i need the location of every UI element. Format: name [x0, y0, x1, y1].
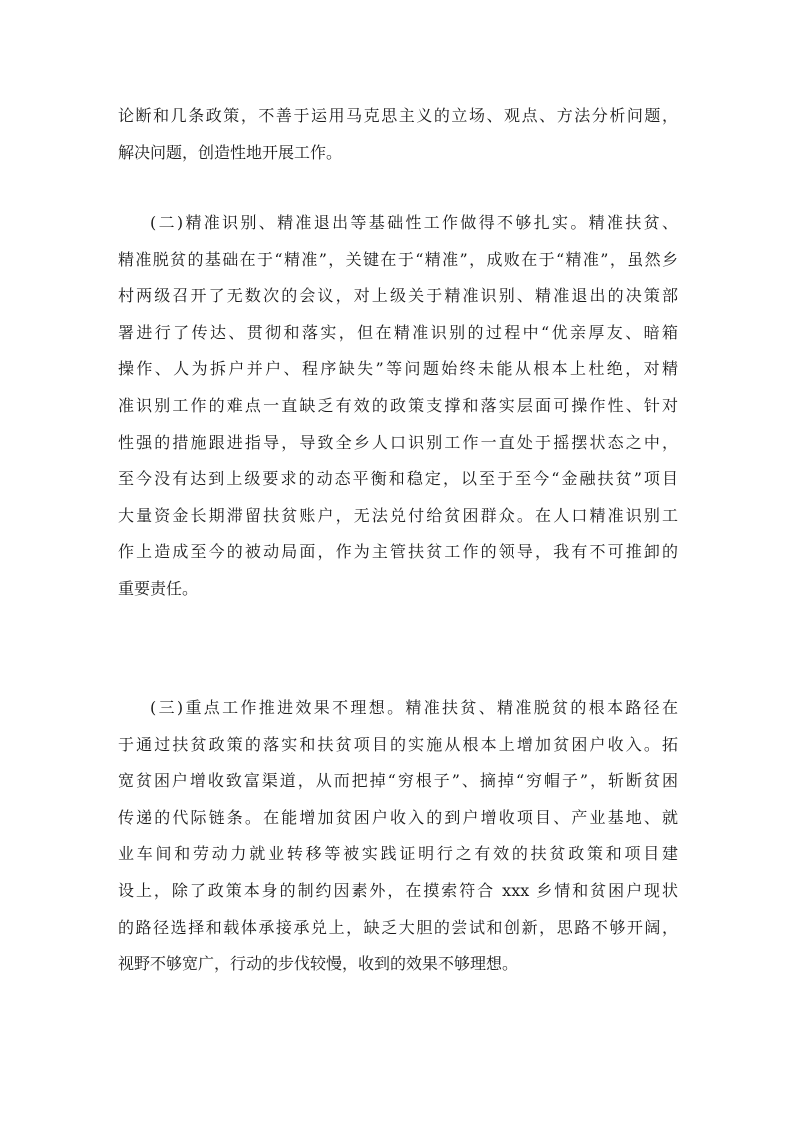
text-line: 宽贫困户增收致富渠道，从而把掉“穷根子”、摘掉“穷帽子”，斩断贫困	[118, 771, 678, 791]
paragraph-3	[118, 690, 678, 983]
text-line: 重要责任。	[118, 578, 199, 598]
text-line: 作上造成至今的被动局面，作为主管扶贫工作的领导，我有不可推卸的	[118, 542, 678, 562]
text-line: 村两级召开了无数次的会议，对上级关于精准识别、精准退出的决策部	[118, 286, 678, 306]
paragraph-1	[118, 98, 678, 171]
text-line: 于通过扶贫政策的落实和扶贫项目的实施从根本上增加贫困户收入。拓	[118, 734, 678, 754]
text-line: 署进行了传达、贯彻和落实，但在精准识别的过程中“优亲厚友、暗箱	[118, 322, 678, 342]
paragraph-2	[118, 205, 678, 608]
text-line: 论断和几条政策，不善于运用马克思主义的立场、观点、方法分析问题，	[118, 106, 678, 125]
text-line: 操作、人为拆户并户、程序缺失”等问题始终未能从根本上杜绝，对精	[118, 359, 678, 379]
text-line: 传递的代际链条。在能增加贫困户收入的到户增收项目、产业基地、就	[118, 807, 678, 827]
text-line: 准识别工作的难点一直缺乏有效的政策支撑和落实层面可操作性、针对	[118, 395, 678, 415]
paragraph-heading-line: (二)精准识别、精准退出等基础性工作做得不够扎实。精准扶贫、	[150, 213, 678, 232]
text-line: 设上，除了政策本身的制约因素外，在摸索符合 xxx 乡情和贫困户现状	[118, 880, 678, 900]
text-line: 至今没有达到上级要求的动态平衡和稳定，以至于至今“金融扶贫”项目	[118, 469, 678, 489]
text-line: 性强的措施跟进指导，导致全乡人口识别工作一直处于摇摆状态之中，	[118, 432, 678, 452]
text-line: 解决问题，创造性地开展工作。	[118, 142, 343, 162]
text-line: 业车间和劳动力就业转移等被实践证明行之有效的扶贫政策和项目建	[118, 844, 678, 864]
text-line: 大量资金长期滞留扶贫账户，无法兑付给贫困群众。在人口精准识别工	[118, 505, 678, 525]
text-line: 视野不够宽广，行动的步伐较慢，收到的效果不够理想。	[118, 954, 519, 974]
text-line: 精准脱贫的基础在于“精准”，关键在于“精准”，成败在于“精准”，虽然乡	[118, 249, 678, 269]
paragraph-heading-line: (三)重点工作推进效果不理想。精准扶贫、精准脱贫的根本路径在	[150, 698, 678, 717]
text-line: 的路径选择和载体承接承兑上，缺乏大胆的尝试和创新，思路不够开阔，	[118, 917, 678, 937]
